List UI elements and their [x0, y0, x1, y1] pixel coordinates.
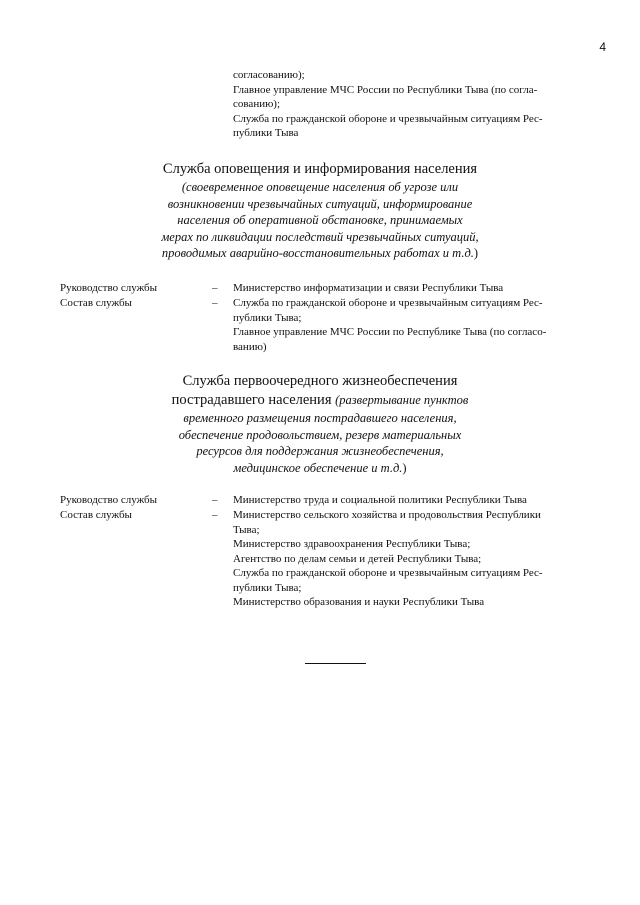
section1-title: Служба оповещения и информирования населения	[162, 161, 478, 177]
desc-line: обеспечение продовольствием, резерв материальных	[178, 427, 462, 442]
member-line: публики Тыва;	[233, 311, 302, 324]
desc-line: (своевременное оповещение населения об угрозе или	[181, 180, 459, 194]
member-line: Тыва;	[233, 523, 260, 536]
desc-line: мерах по ликвидации последствий чрезвычайных ситуаций,	[161, 229, 479, 244]
head-label: Руководство службы	[60, 282, 158, 294]
dash: –	[212, 509, 218, 521]
top-line: сованию);	[233, 98, 281, 110]
member-line: Служба по гражданской обороне и чрезвычайным ситуациям Рес-	[233, 567, 543, 579]
members-label: Состав службы	[60, 297, 132, 309]
member-line: ванию)	[233, 340, 267, 353]
section2-title: Служба первоочередного жизнеобеспечения	[182, 373, 458, 389]
desc-line: населения об оперативной обстановке, принимаемых	[177, 213, 463, 227]
closing-rule	[305, 663, 366, 664]
desc-line: временного размещения пострадавшего населения,	[183, 411, 457, 425]
section2-heading	[0, 372, 640, 476]
page-number: 4	[599, 40, 606, 54]
members-label: Состав службы	[60, 509, 132, 521]
member-line: Служба по гражданской обороне и чрезвычайным ситуациям Рес-	[233, 297, 543, 309]
member-line: Министерство здравоохранения Республики Тыва;	[233, 538, 471, 550]
member-line: Министерство сельского хозяйства и продовольствия Республики	[233, 509, 541, 521]
top-line: публики Тыва	[233, 127, 299, 139]
head-value: Министерство труда и социальной политики Республики Тыва	[233, 494, 527, 506]
desc-line: ресурсов для поддержания жизнеобеспечения,	[196, 444, 444, 458]
section2-title-line2: пострадавшего населения (развертывание пунктов	[171, 392, 469, 408]
top-items	[233, 68, 608, 141]
section1-heading	[0, 160, 640, 262]
member-line: Главное управление МЧС России по Республике Тыва (по согласо-	[233, 326, 547, 338]
member-line: публики Тыва;	[233, 581, 302, 594]
top-line: согласованию);	[233, 69, 305, 81]
head-value: Министерство информатизации и связи Республики Тыва	[233, 282, 504, 294]
desc-line-last: проводимых аварийно-восстановительных работах и т.д.)	[161, 246, 479, 260]
dash: –	[212, 282, 218, 294]
section2-desc	[0, 410, 640, 476]
desc-line: возникновении чрезвычайных ситуаций, информирование	[167, 196, 473, 211]
dash: –	[212, 494, 218, 506]
members-list	[233, 296, 608, 354]
dash: –	[212, 297, 218, 309]
section1-desc	[0, 179, 640, 262]
member-line: Министерство образования и науки Республики Тыва	[233, 596, 485, 608]
top-line: Служба по гражданской обороне и чрезвычайным ситуациям Рес-	[233, 112, 543, 125]
head-label: Руководство службы	[60, 494, 158, 506]
desc-line-last: медицинское обеспечение и т.д.)	[233, 460, 407, 475]
members-list	[233, 508, 608, 610]
top-line: Главное управление МЧС России по Республики Тыва (по согла-	[233, 83, 538, 96]
member-line: Агентство по делам семьи и детей Республики Тыва;	[233, 552, 482, 565]
